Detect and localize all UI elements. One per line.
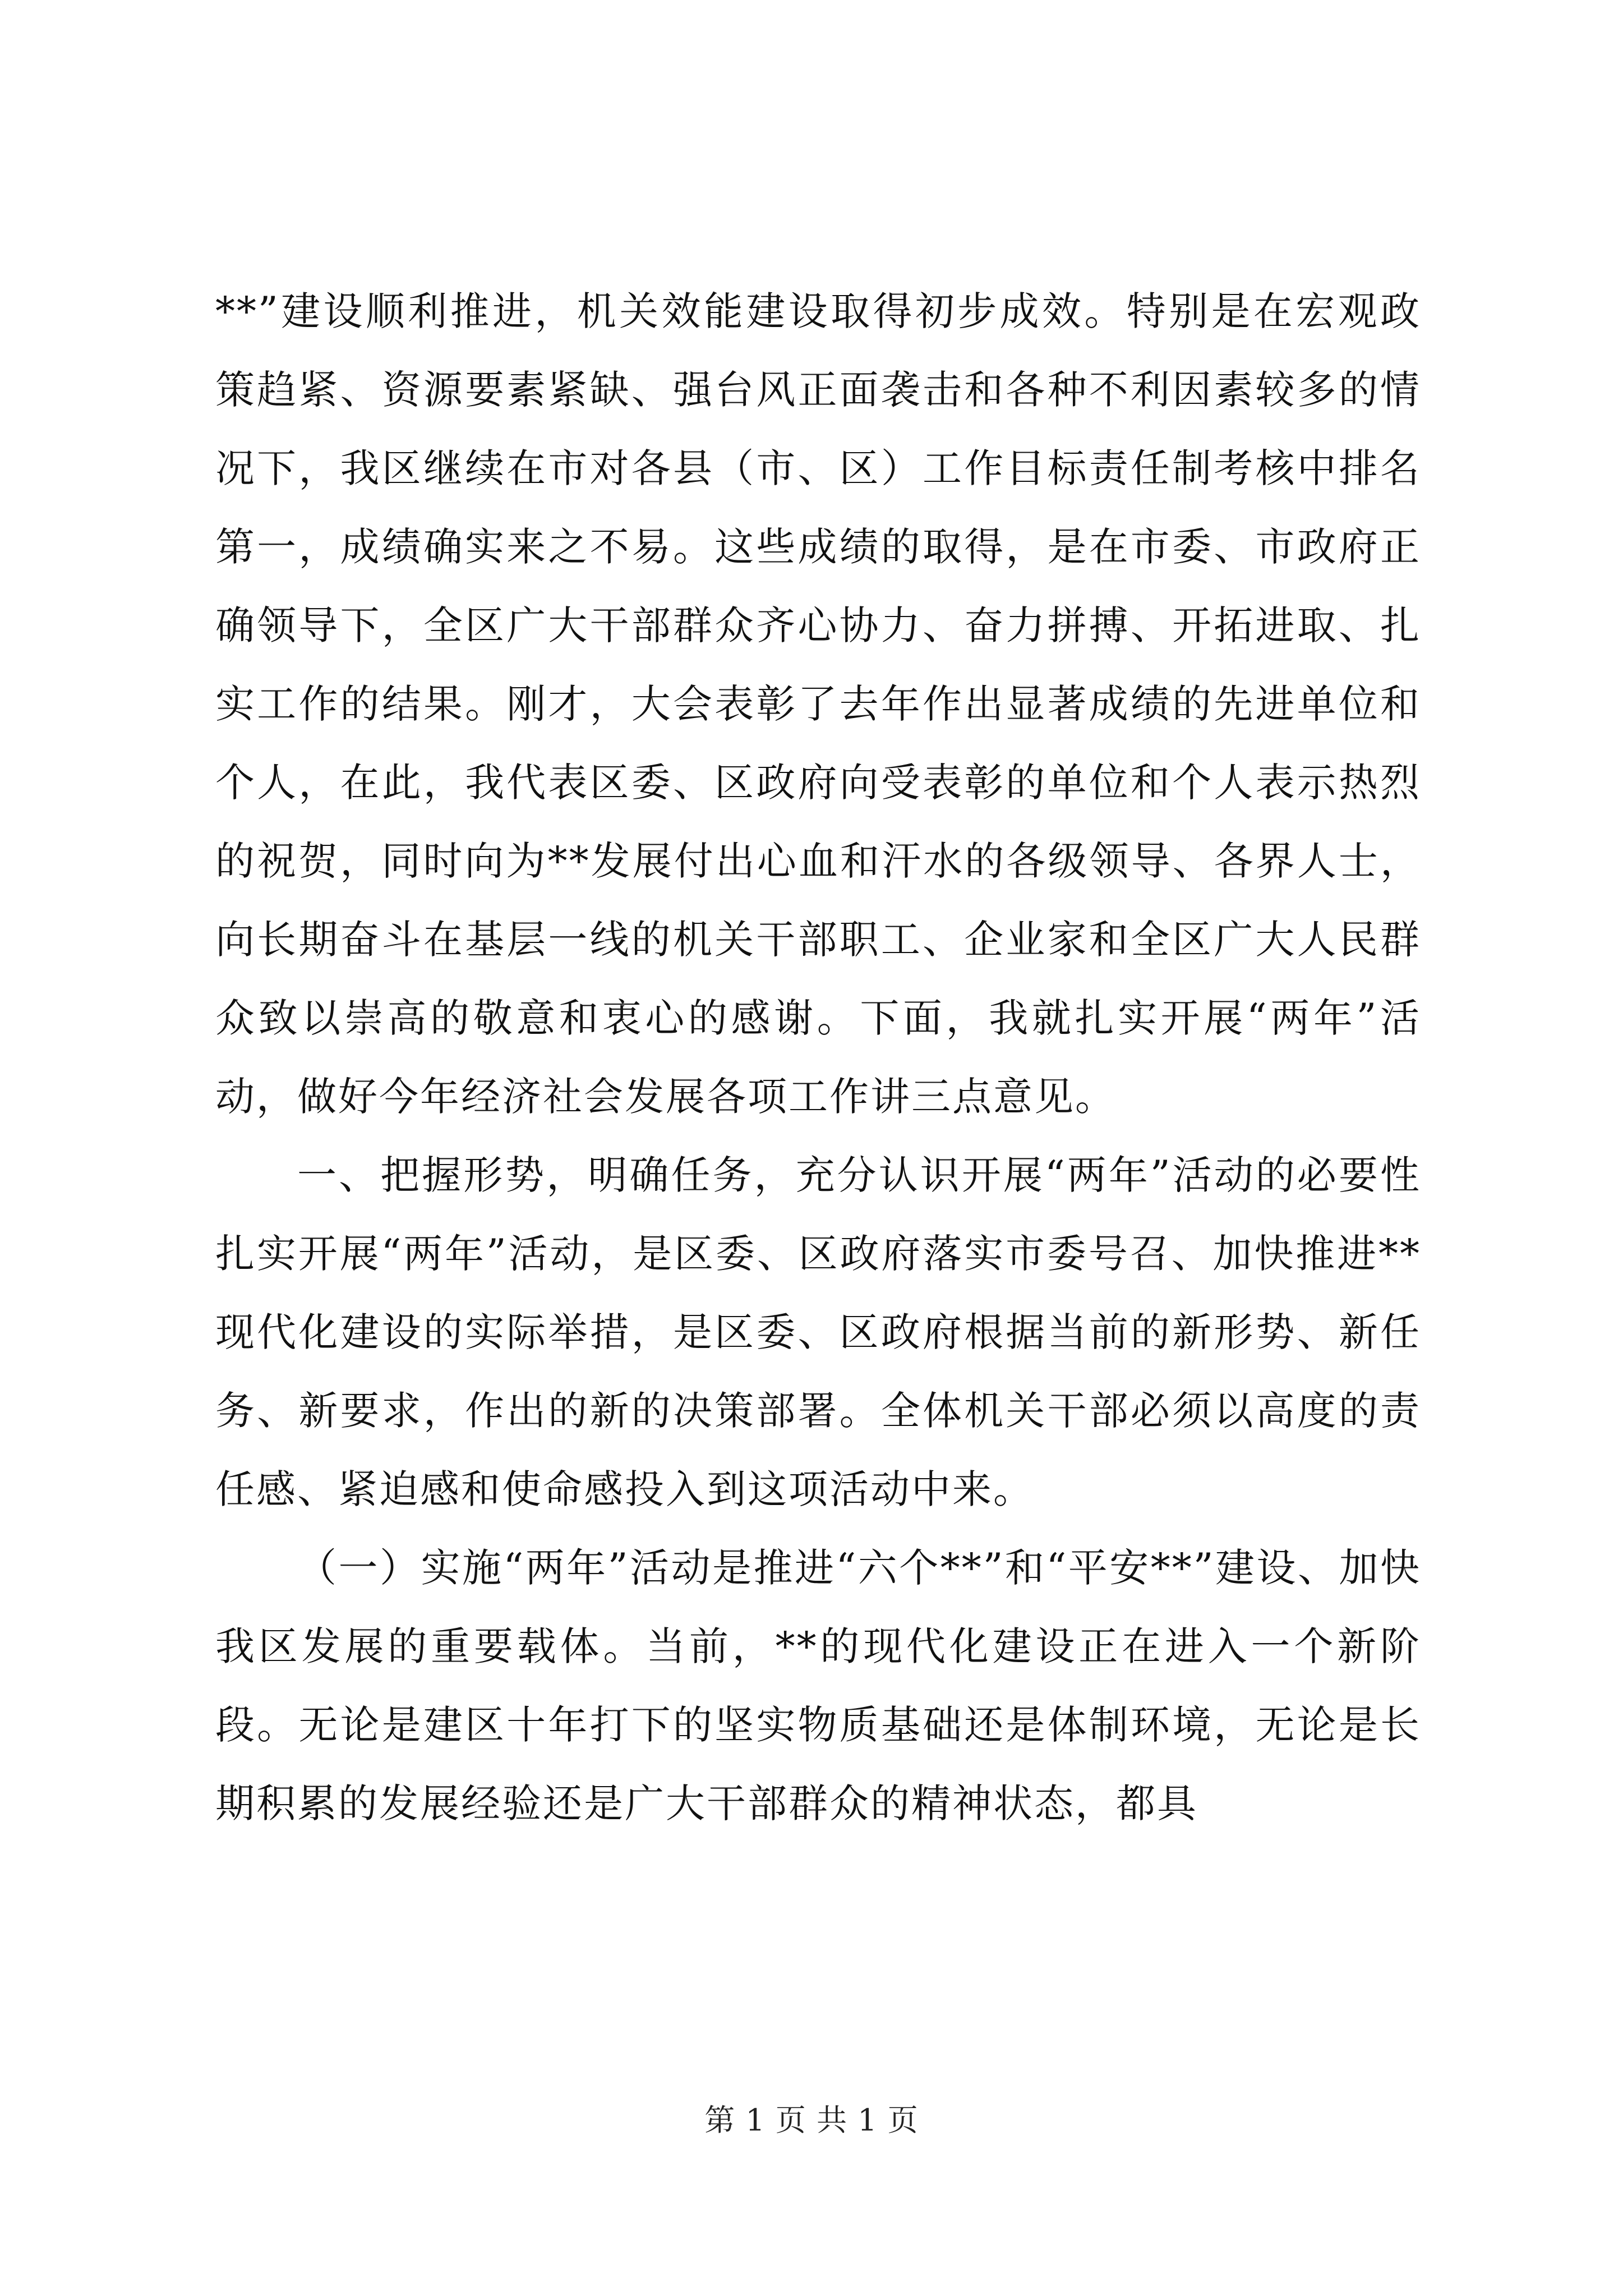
paragraph-2-section-heading: 一、把握形势，明确任务，充分认识开展“两年”活动的必要性扎实开展“两年”活动，是区委、区政府落实市委号召、加快推进**现代化建设的实际举措，是区委、区政府根据当前的新形势、新任务、新要求，作出的新的决策部署。全体机关干部必须以高度的责任感、紧迫感和使命感投入到这项活动中来。 <box>215 1152 1421 1512</box>
document-body <box>215 272 1421 1843</box>
paragraph-3-subsection: （一）实施“两年”活动是推进“六个**”和“平安**”建设、加快我区发展的重要载体。当前，**的现代化建设正在进入一个新阶段。无论是建区十年打下的坚实物质基础还是体制环境，无论是长期积累的发展经验还是广大干部群众的精神状态，都具 <box>215 1545 1421 1826</box>
page-footer: 第 1 页 共 1 页 <box>704 2102 919 2138</box>
paragraph-1: **”建设顺利推进，机关效能建设取得初步成效。特别是在宏观政策趋紧、资源要素紧缺、强台风正面袭击和各种不利因素较多的情况下，我区继续在市对各县（市、区）工作目标责任制考核中排名第一，成绩确实来之不易。这些成绩的取得，是在市委、市政府正确领导下，全区广大干部群众齐心协力、奋力拼搏、开拓进取、扎实工作的结果。刚才，大会表彰了去年作出显著成绩的先进单位和个人，在此，我代表区委、区政府向受表彰的单位和个人表示热烈的祝贺，同时向为**发展付出心血和汗水的各级领导、各界人士，向长期奋斗在基层一线的机关干部职工、企业家和全区广大人民群众致以崇高的敬意和衷心的感谢。下面，我就扎实开展“两年”活动，做好今年经济社会发展各项工作讲三点意见。 <box>215 288 1421 1120</box>
